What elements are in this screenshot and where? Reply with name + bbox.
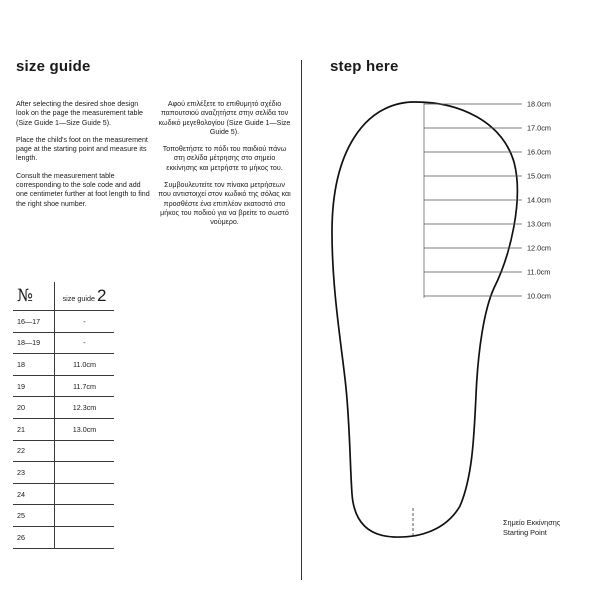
starting-point-greek: Σημείο Εκκίνησης <box>503 518 561 527</box>
gr-instruction-2: Τοποθετήστε το πόδι του παιδιού πάνω στη σελίδα μέτρησης στο σημείο εκκίνησης και μετρήστε το μήκος του. <box>162 145 287 172</box>
ruler-label: 11.0cm <box>527 267 551 277</box>
step-here-title: step here <box>330 58 399 75</box>
ruler-ticks <box>424 104 522 296</box>
size-cell: 26 <box>13 526 55 548</box>
ruler-label: 13.0cm <box>527 219 551 229</box>
length-cell: - <box>55 332 115 354</box>
number-sign: № <box>17 286 34 306</box>
en-instruction-1: After selecting the desired shoe design look on the page the measurement table (Size Guide 1—Size Guide 5). <box>16 100 143 127</box>
en-instruction-3: Consult the measurement table corresponding to the sole code and add one centimeter further at foot length to find the right shoe number. <box>16 171 150 208</box>
gr-instruction-1: Αφού επιλέξετε το επιθυμητό σχέδιο παπουτσιού αναζητήστε στην σελίδα τον κωδικό μεγεθολογίου (Size Guide 1—Size Guide 5). <box>158 100 291 136</box>
size-cell: 24 <box>13 483 55 505</box>
size-guide-title: size guide <box>16 58 91 75</box>
length-cell: 11.7cm <box>55 375 115 397</box>
size-cell: 22 <box>13 440 55 462</box>
foot-outline <box>332 102 517 537</box>
size-cell: 25 <box>13 505 55 527</box>
length-cell: - <box>55 311 115 333</box>
starting-point-label <box>503 518 560 537</box>
ruler-label: 14.0cm <box>527 195 551 205</box>
ruler-label: 12.0cm <box>527 243 551 253</box>
size-guide-label: size guide <box>62 294 95 303</box>
length-cell: 11.0cm <box>55 354 115 376</box>
size-cell: 21 <box>13 418 55 440</box>
size-cell: 16—17 <box>13 311 55 333</box>
ruler-label: 18.0cm <box>527 99 551 109</box>
size-cell: 18—19 <box>13 332 55 354</box>
ruler-labels <box>527 100 551 301</box>
size-cell: 18 <box>13 354 55 376</box>
en-instruction-2: Place the child's foot on the measurement page at the starting point and measure its length. <box>16 135 148 163</box>
starting-point-english: Starting Point <box>503 527 547 537</box>
gr-instruction-3: Συμβουλευτείτε τον πίνακα μετρήσεων που αντιστοιχεί στον κωδικό της σόλας και προσθέστε ένα επιπλέον εκατοστό στο μήκος του ποδιού για να βρείτε το σωστό νούμερο. <box>158 181 291 227</box>
ruler-label: 16.0cm <box>527 147 551 157</box>
ruler-label: 15.0cm <box>527 171 551 181</box>
length-cell: 12.3cm <box>55 397 115 419</box>
size-guide-number: 2 <box>96 286 107 305</box>
size-cell: 20 <box>13 397 55 419</box>
length-cell: 13.0cm <box>55 418 115 440</box>
ruler-label: 10.0cm <box>527 291 551 301</box>
size-cell: 19 <box>13 375 55 397</box>
ruler-label: 17.0cm <box>527 123 551 133</box>
size-cell: 23 <box>13 462 55 484</box>
